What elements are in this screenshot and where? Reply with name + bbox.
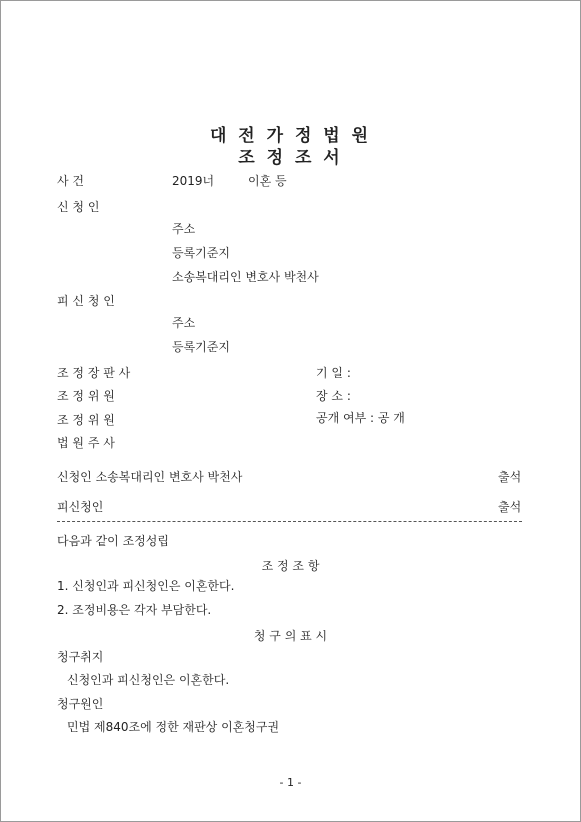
petitioner-registration-label: 등록기준지 — [172, 246, 230, 260]
term-2: 2. 조정비용은 각자 부담한다. — [57, 603, 212, 617]
case-name: 이혼 등 — [248, 174, 287, 188]
terms-heading: 조 정 조 항 — [261, 559, 320, 573]
page-number: - 1 - — [279, 776, 302, 789]
mediator-label-1: 조 정 위 원 — [57, 389, 115, 403]
respondent-attendance-status: 출석 — [498, 500, 522, 514]
petitioner-address-label: 주소 — [172, 222, 196, 236]
claim-heading: 청 구 의 표 시 — [253, 629, 328, 643]
claim-purpose-label: 청구취지 — [57, 650, 104, 664]
settlement-intro: 다음과 같이 조정성립 — [57, 534, 169, 548]
divider — [57, 521, 522, 522]
petitioner-attendance: 신청인 소송복대리인 변호사 박천사 — [57, 470, 243, 484]
respondent-registration-label: 등록기준지 — [172, 340, 230, 354]
claim-purpose-text: 신청인과 피신청인은 이혼한다. — [67, 673, 230, 687]
term-1: 1. 신청인과 피신청인은 이혼한다. — [57, 579, 235, 593]
court-name: 대 전 가 정 법 원 — [209, 126, 372, 146]
place-label: 장 소 : — [316, 389, 351, 403]
claim-cause-text: 민법 제840조에 정한 재판상 이혼청구권 — [67, 720, 280, 734]
document-title: 조 정 조 서 — [238, 148, 343, 168]
petitioner-label: 신 청 인 — [57, 200, 100, 214]
petitioner-attendance-status: 출석 — [498, 470, 522, 484]
case-label: 사 건 — [57, 174, 84, 188]
respondent-label: 피 신 청 인 — [57, 294, 115, 308]
clerk-label: 법 원 주 사 — [57, 436, 115, 450]
judge-label: 조 정 장 판 사 — [57, 366, 131, 380]
public-status: 공개 여부 : 공 개 — [316, 411, 405, 425]
claim-cause-label: 청구원인 — [57, 697, 104, 711]
case-number: 2019너 — [172, 174, 215, 188]
date-label: 기 일 : — [316, 366, 351, 380]
respondent-address-label: 주소 — [172, 316, 196, 330]
mediator-label-2: 조 정 위 원 — [57, 413, 115, 427]
respondent-attendance: 피신청인 — [57, 500, 104, 514]
petitioner-attorney: 소송복대리인 변호사 박천사 — [172, 270, 319, 284]
